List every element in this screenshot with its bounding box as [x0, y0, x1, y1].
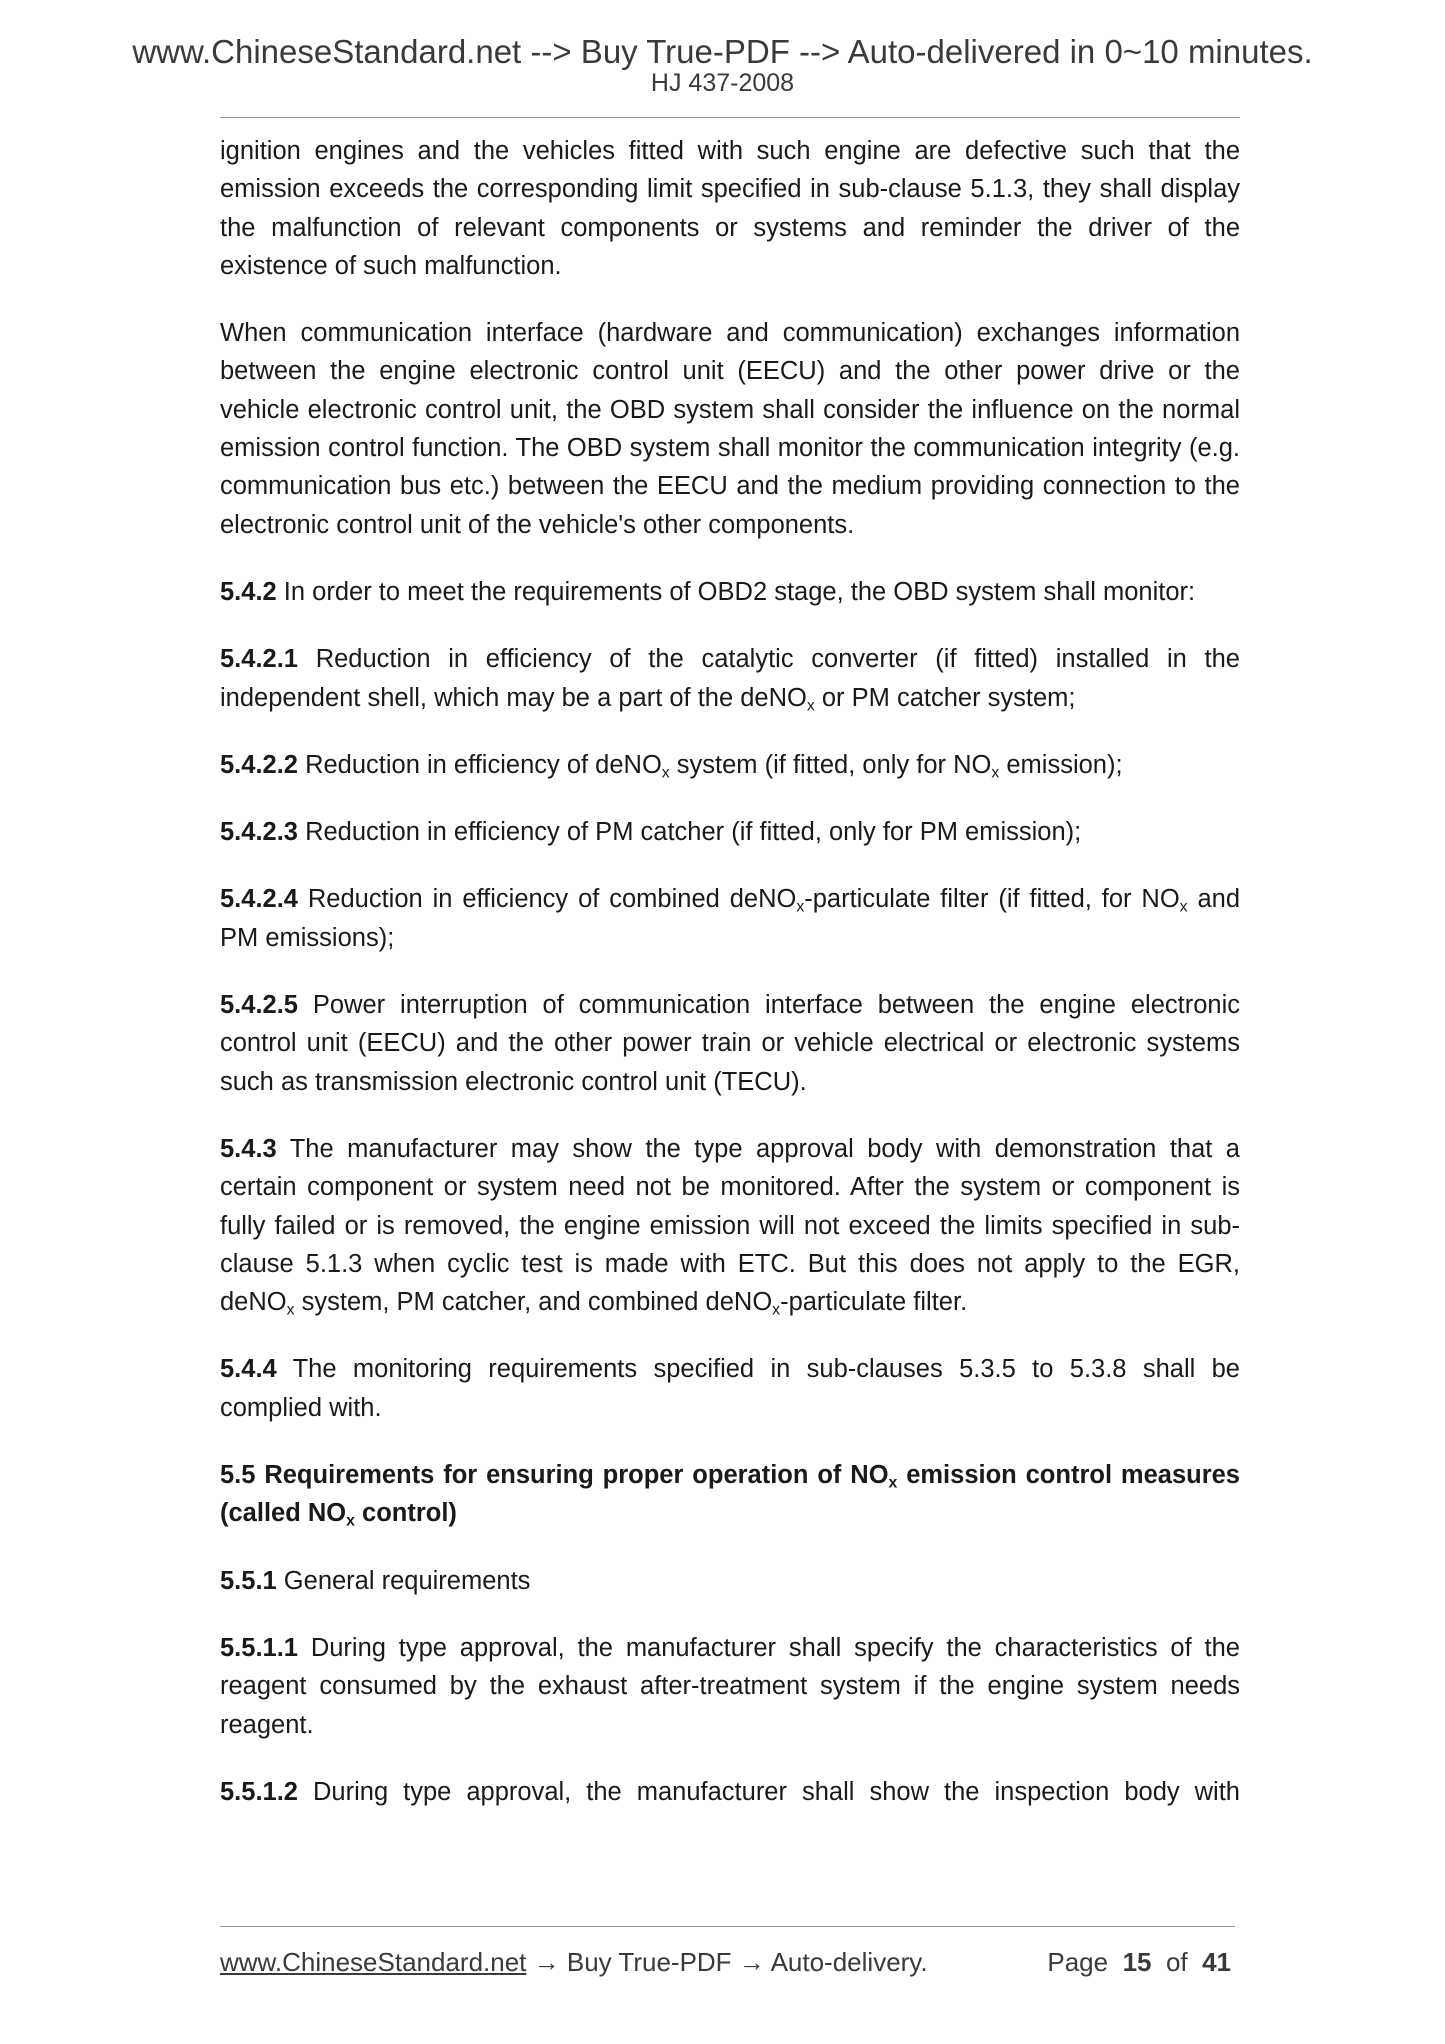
footer-site-link[interactable]: www.ChineseStandard.net: [220, 1947, 527, 1977]
clause-5-4-2-1: 5.4.2.1 Reduction in efficiency of the catalytic converter (if fitted) installed in the independent shell, which may be a part of the deNO$_x$ or PM catcher system;: [220, 645, 1240, 714]
document-code: HJ 437-2008: [650, 69, 795, 97]
page-footer: [220, 1942, 1235, 1982]
footer-promo: [220, 1942, 928, 1982]
header-divider: [220, 117, 1240, 118]
section-heading-5-5: 5.5 Requirements for ensuring proper operation of $NO_x$ emission control measures (called $NO_x$ control): [220, 1461, 1240, 1530]
clause-5-4-3: 5.4.3 The manufacturer may show the type approval body with demonstration that a certain component or system need not be monitored. After the system or component is fully failed or is removed, the engine emission will not exceed the limits specified in sub-clause 5.1.3 when cyclic test is made with ETC. But this does not apply to the EGR, deNO$_x$ system, PM catcher, and combined deNO$_x$-particulate filter.: [220, 1134, 1240, 1319]
clause-number: 5.4.2.5: [220, 991, 298, 1020]
clause-5-4-2-4: 5.4.2.4 Reduction in efficiency of combined deNO$_x$-particulate filter (if fitted, for $NO_x$ and PM emissions);: [220, 885, 1241, 952]
total-page-count: 41: [1202, 1947, 1231, 1977]
clause-number: 5.4.4: [220, 1355, 277, 1384]
clause-5-4-4: 5.4.4 The monitoring requirements specified in sub-clauses 5.3.5 to 5.3.8 shall be complied with.: [220, 1355, 1240, 1422]
clause-number: 5.4.2.3: [220, 818, 298, 847]
clause-5-4-2-2: 5.4.2.2 Reduction in efficiency of deNO$_x$ system (if fitted, only for $NO_x$ emission);: [220, 750, 1123, 782]
clause-number: 5.4.2: [220, 577, 277, 606]
header-banner: www.ChineseStandard.net --> Buy True-PDF --> Auto-delivered in 0~10 minutes.: [132, 33, 1313, 70]
paragraph-communication-interface: When communication interface (hardware and communication) exchanges information between the engine electronic control unit (EECU) and the other power drive or the vehicle electronic control unit, the OBD system shall consider the influence on the normal emission control function. The OBD system shall monitor the communication integrity (e.g. communication bus etc.) between the EECU and the medium providing connection to the electronic control unit of the vehicle's other components.: [220, 319, 1240, 539]
clause-5-4-2-5: 5.4.2.5 Power interruption of communication interface between the engine electronic control unit (EECU) and the other power train or vehicle electrical or electronic systems such as transmission electronic control unit (TECU).: [220, 991, 1240, 1096]
paragraph-ignition-engines: ignition engines and the vehicles fitted with such engine are defective such that the emission exceeds the corresponding limit specified in sub-clause 5.1.3, they shall display the malfunction of relevant components or systems and reminder the driver of the existence of such malfunction.: [220, 137, 1240, 280]
page-content: [220, 132, 1240, 1840]
clause-number: 5.4.2.1: [220, 645, 298, 674]
clause-number: 5.4.3: [220, 1134, 277, 1163]
current-page-number: 15: [1122, 1947, 1152, 1977]
clause-5-4-2-3: 5.4.2.3 Reduction in efficiency of PM catcher (if fitted, only for PM emission);: [220, 818, 1082, 847]
clause-number: 5.5.1.1: [220, 1633, 298, 1662]
clause-number: 5.4.2.2: [220, 750, 298, 779]
clause-number: 5.4.2.4: [220, 885, 298, 914]
footer-divider: [220, 1926, 1235, 1927]
footer-promo-text: → Buy True-PDF → Auto-delivery.: [526, 1947, 928, 1977]
clause-5-4-2: 5.4.2 In order to meet the requirements of OBD2 stage, the OBD system shall monitor:: [220, 577, 1196, 606]
clause-5-5-1-1: 5.5.1.1 During type approval, the manufacturer shall specify the characteristics of the reagent consumed by the exhaust after-treatment system if the engine system needs reagent.: [220, 1633, 1240, 1739]
clause-5-5-1-2: 5.5.1.2 During type approval, the manufacturer shall show the inspection body with: [220, 1777, 1240, 1806]
clause-number: 5.5.1.2: [220, 1777, 298, 1806]
page-indicator: Page 15 of 41: [1047, 1947, 1231, 1977]
clause-5-5-1: 5.5.1 General requirements: [220, 1566, 531, 1595]
clause-number: 5.5.1: [220, 1566, 277, 1595]
